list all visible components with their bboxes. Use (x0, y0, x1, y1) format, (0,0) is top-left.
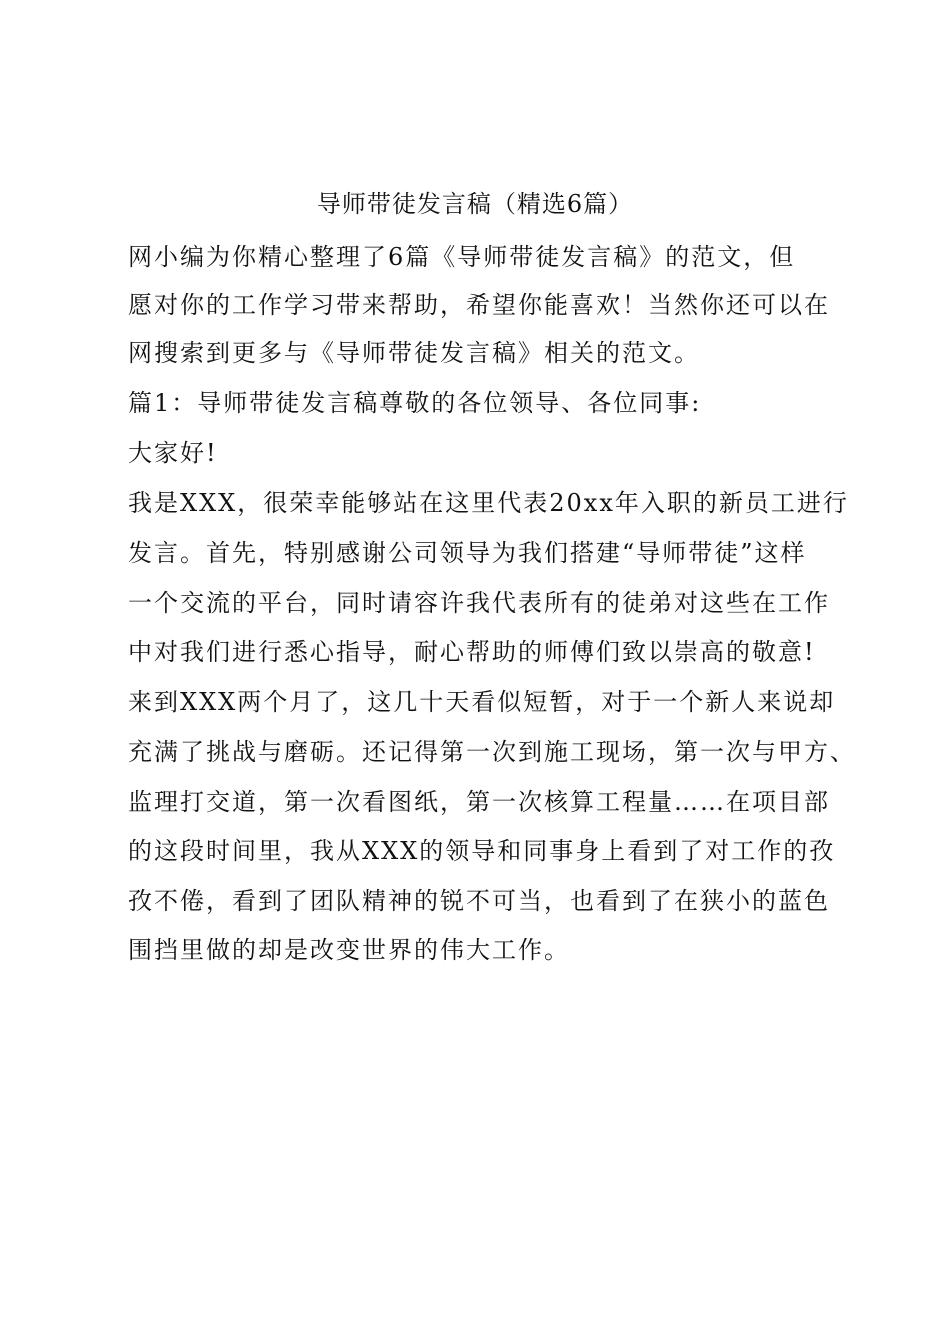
body-line-7: 监理打交道，第一次看图纸，第一次核算工程量……在项目部 (128, 788, 830, 816)
intro-line-2: 愿对你的工作学习带来帮助，希望你能喜欢！当然你还可以在 (128, 291, 830, 319)
body-line-2: 发言。首先，特别感谢公司领导为我们搭建“导师带徒”这样 (128, 539, 807, 567)
body-line-1: 我是XXX，很荣幸能够站在这里代表20xx年入职的新员工进行 (128, 489, 849, 517)
body-line-10: 围挡里做的却是改变世界的伟大工作。 (128, 936, 570, 964)
body-line-3: 一个交流的平台，同时请容许我代表所有的徒弟对这些在工作 (128, 589, 830, 617)
body-line-6: 充满了挑战与磨砺。还记得第一次到施工现场，第一次与甲方、 (128, 738, 856, 766)
intro-line-1: 网小编为你精心整理了6篇《导师带徒发言稿》的范文，但 (128, 243, 796, 271)
section-heading: 篇1：导师带徒发言稿尊敬的各位领导、各位同事: (128, 389, 702, 417)
body-line-8: 的这段时间里，我从XXX的领导和同事身上看到了对工作的孜 (128, 837, 836, 865)
body-line-4: 中对我们进行悉心指导，耐心帮助的师傅们致以崇高的敬意! (128, 638, 816, 666)
greeting-line: 大家好! (128, 439, 218, 467)
document-title: 导师带徒发言稿（精选6篇） (316, 190, 634, 218)
intro-line-3: 网搜索到更多与《导师带徒发言稿》相关的范文。 (128, 339, 700, 367)
body-line-5: 来到XXX两个月了，这几十天看似短暂，对于一个新人来说却 (128, 688, 836, 716)
body-line-9: 孜不倦，看到了团队精神的锐不可当，也看到了在狭小的蓝色 (128, 887, 830, 915)
